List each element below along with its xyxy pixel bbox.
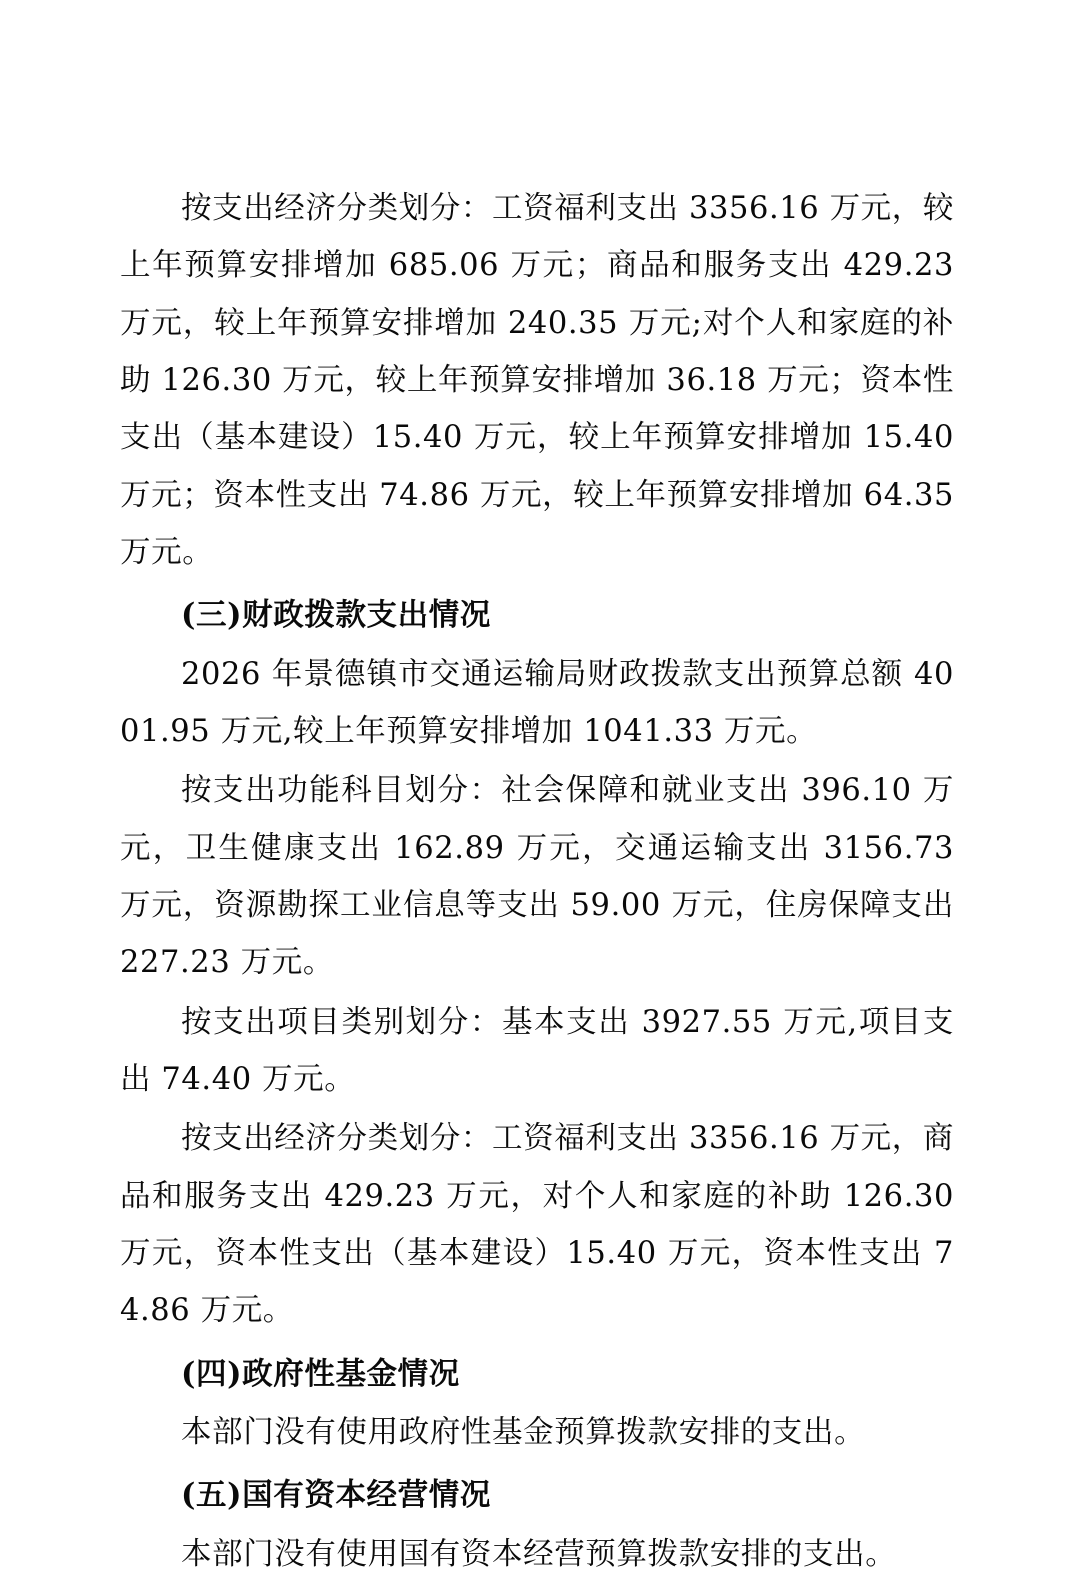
paragraph-state-capital: 本部门没有使用国有资本经营预算拨款安排的支出。 — [181, 1536, 897, 1572]
heading-section-three: (三)财政拨款支出情况 — [181, 597, 491, 634]
heading-section-five: (五)国有资本经营情况 — [181, 1477, 491, 1514]
paragraph-function-subject: 按支出功能科目划分：社会保障和就业支出 396.10 万元，卫生健康支出 162.89 万元，交通运输支出 3156.73 万元，资源勘探工业信息等支出 59.00 万元，住房保障支出 227.23 万元。 — [120, 773, 954, 981]
paragraph-government-fund: 本部门没有使用政府性基金预算拨款安排的支出。 — [181, 1415, 866, 1451]
paragraph-total-appropriation: 2026 年景德镇市交通运输局财政拨款支出预算总额 4001.95 万元,较上年预算安排增加 1041.33 万元。 — [120, 656, 954, 750]
paragraph-project-category: 按支出项目类别划分：基本支出 3927.55 万元,项目支出 74.40 万元。 — [120, 1004, 954, 1098]
paragraph-economic-classification-2: 按支出经济分类划分：工资福利支出 3356.16 万元，商品和服务支出 429.23 万元，对个人和家庭的补助 126.30 万元，资本性支出（基本建设）15.40 万元，资本性支出 74.86 万元。 — [120, 1121, 954, 1329]
paragraph-economic-classification-1: 按支出经济分类划分：工资福利支出 3356.16 万元，较上年预算安排增加 685.06 万元；商品和服务支出 429.23 万元，较上年预算安排增加 240.35 万元;对个人和家庭的补助 126.30 万元，较上年预算安排增加 36.18 万元；资本性支出（基本建设）15.40 万元，较上年预算安排增加 15.40 万元；资本性支出 74.86 万元，较上年预算安排增加 64.35 万元。 — [120, 191, 954, 570]
heading-section-four: (四)政府性基金情况 — [181, 1355, 460, 1392]
